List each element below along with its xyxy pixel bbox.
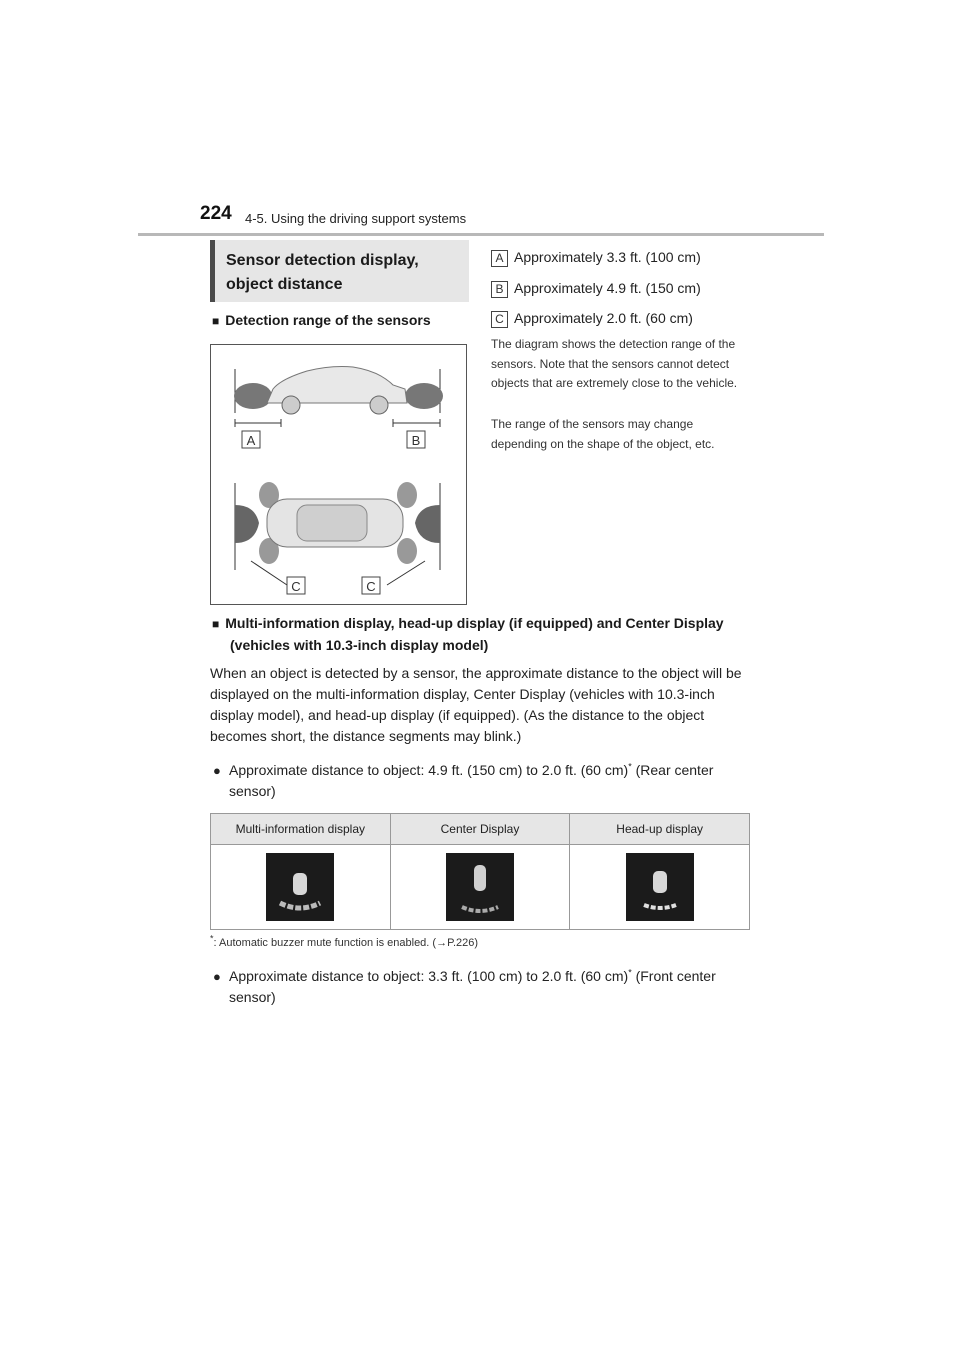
footnote-sup: * bbox=[210, 933, 214, 944]
diagram-label-c1: C bbox=[291, 579, 301, 594]
display-subhead-marker: ■ bbox=[212, 617, 220, 631]
table-header-mid: Multi-information display bbox=[211, 814, 391, 845]
detection-note-1: The diagram shows the detection range of the sensors. Note that the sensors cannot detect objects that are extremely close to the vehicle. bbox=[491, 337, 738, 390]
sensor-range-diagram bbox=[210, 344, 467, 605]
hud-image bbox=[626, 853, 694, 921]
subhead-marker: ■ bbox=[212, 314, 220, 328]
legend-letter-c: C bbox=[491, 311, 508, 328]
diagram-label-b: B bbox=[411, 433, 421, 448]
header-divider bbox=[138, 233, 824, 236]
detection-note-2: The range of the sensors may change depending on the shape of the object, etc. bbox=[491, 417, 715, 451]
rear-side-range bbox=[405, 383, 443, 409]
bullet-rear-sensor bbox=[210, 760, 755, 802]
rear-center-range bbox=[415, 505, 440, 543]
legend-letter-a: A bbox=[491, 250, 508, 267]
section-heading bbox=[210, 240, 469, 302]
bullet-1-tail: (Rear center sensor) bbox=[229, 762, 714, 799]
bullet-2-sup: * bbox=[628, 967, 632, 978]
sensor-range-illustration bbox=[211, 345, 466, 604]
legend-letter-b: B bbox=[491, 281, 508, 298]
legend-text-b: Approximately 4.9 ft. (150 cm) bbox=[514, 280, 701, 296]
detection-subhead bbox=[212, 312, 431, 328]
legend-text-c: Approximately 2.0 ft. (60 cm) bbox=[514, 310, 693, 326]
center-display-image bbox=[446, 853, 514, 921]
display-subhead-line2: (vehicles with 10.3-inch display model) bbox=[230, 637, 489, 653]
footnote bbox=[210, 933, 479, 949]
legend-text-a: Approximately 3.3 ft. (100 cm) bbox=[514, 249, 701, 265]
diagram-label-c2: C bbox=[366, 579, 376, 594]
front-center-range bbox=[235, 505, 259, 543]
diagram-label-a: A bbox=[246, 433, 256, 448]
bullet-2-text: Approximate distance to object: 3.3 ft. (100 cm) to 2.0 ft. (60 cm) bbox=[229, 968, 629, 984]
chapter-title: 4-5. Using the driving support systems bbox=[245, 211, 467, 226]
bullet-1-sup: * bbox=[628, 761, 632, 772]
detection-subhead-text: Detection range of the sensors bbox=[225, 312, 431, 328]
bullet-dot-2: ● bbox=[213, 969, 221, 984]
mid-screen-image bbox=[266, 853, 334, 921]
footnote-text: : Automatic buzzer mute function is enabled. (→P.226) bbox=[213, 937, 479, 949]
bullet-1-text: Approximate distance to object: 4.9 ft. (150 cm) to 2.0 ft. (60 cm) bbox=[229, 762, 629, 778]
display-table bbox=[210, 813, 750, 930]
table-header-hud: Head-up display bbox=[570, 814, 750, 845]
page-number: 224 bbox=[200, 203, 232, 224]
bullet-dot: ● bbox=[213, 763, 221, 778]
bullet-front-sensor bbox=[210, 966, 755, 1008]
bullet-2-tail: (Front center sensor) bbox=[229, 968, 716, 1005]
display-paragraph: When an object is detected by a sensor, the approximate distance to the object will be displayed on the multi-information display, Center Display (vehicles with 10.3-inch display model), and head-up display (if equipped). (As the distance to the object becomes short, the distance segments may blink.) bbox=[210, 665, 742, 744]
table-header-center: Center Display bbox=[390, 814, 570, 845]
display-subhead-line1: Multi-information display, head-up display (if equipped) and Center Display bbox=[225, 615, 724, 631]
display-subhead bbox=[212, 613, 757, 656]
front-side-range bbox=[234, 383, 272, 409]
section-title: Sensor detection display, object distance bbox=[226, 252, 419, 293]
table-header-row bbox=[211, 814, 750, 845]
table-row bbox=[211, 845, 750, 930]
